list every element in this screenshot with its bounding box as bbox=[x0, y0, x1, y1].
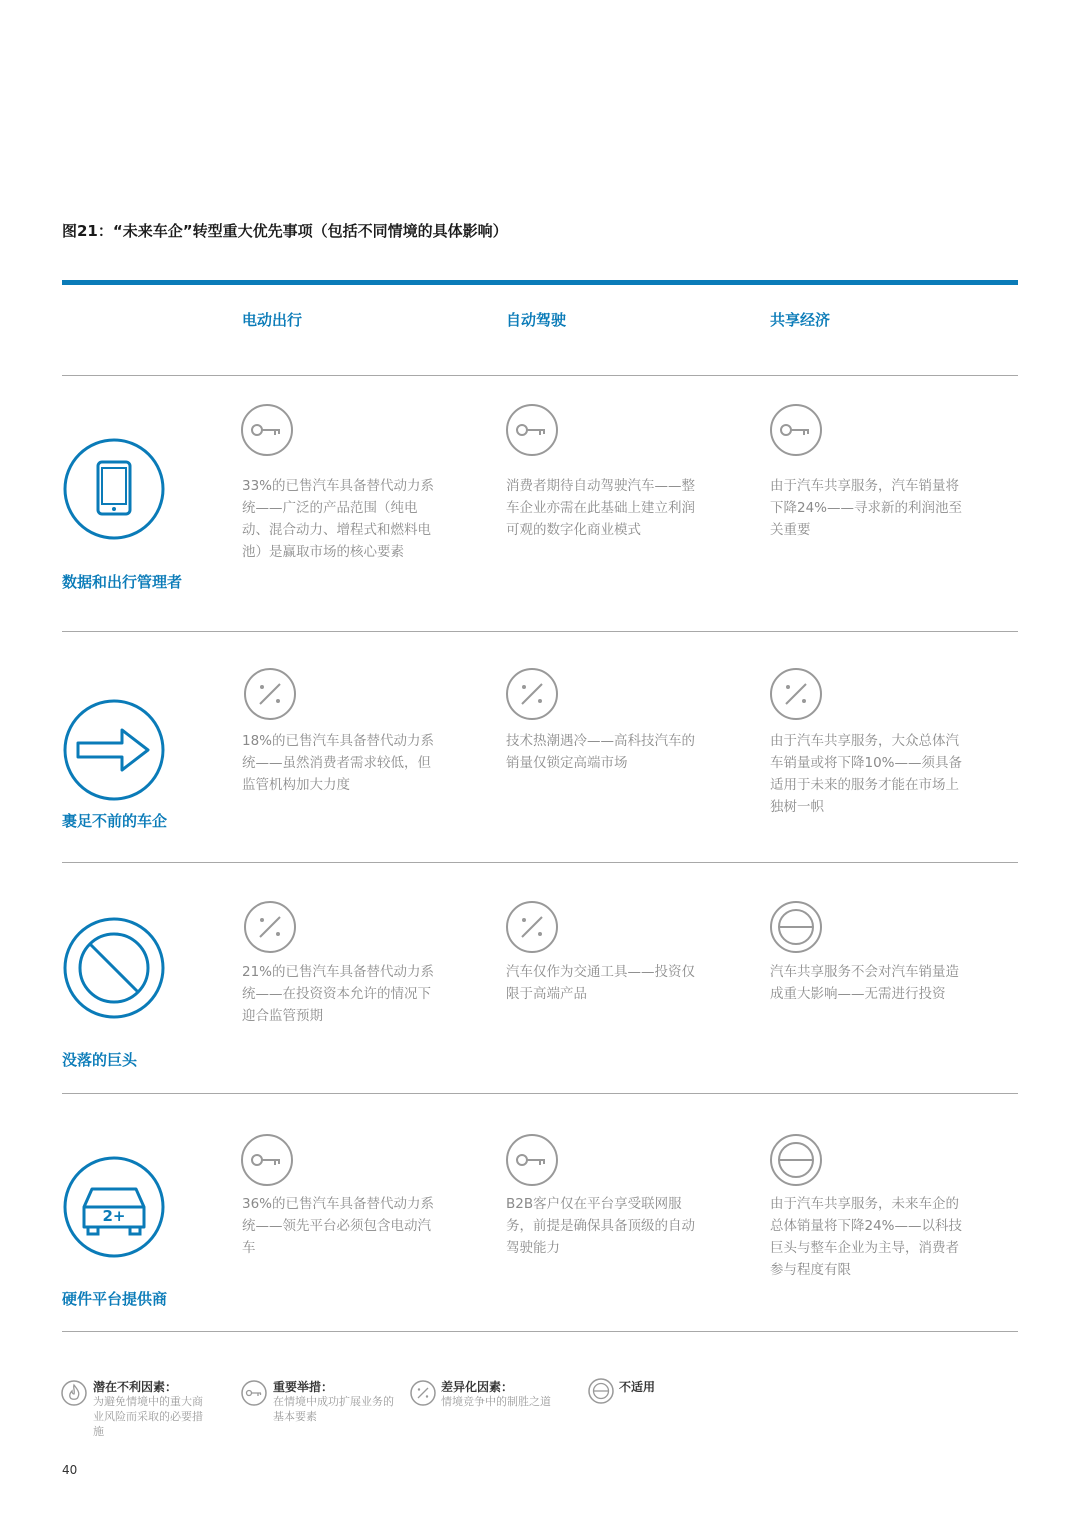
legend-title-key-action: 重要举措： bbox=[273, 1380, 334, 1394]
flame-icon bbox=[61, 1380, 87, 1406]
cell-text: 汽车共享服务不会对汽车销量造成重大影响——无需进行投资 bbox=[770, 964, 959, 1002]
row-divider bbox=[62, 631, 1018, 632]
cell-text: 汽车仅作为交通工具——投资仅限于高端产品 bbox=[506, 964, 695, 1002]
key-icon bbox=[505, 403, 559, 457]
legend-desc-key-action: 在情境中成功扩展业务的基本要素 bbox=[273, 1395, 394, 1423]
row-label-declining-giant: 没落的巨头 bbox=[62, 1051, 138, 1069]
key-icon bbox=[241, 1380, 267, 1406]
column-header-electric: 电动出行 bbox=[242, 311, 303, 329]
header-divider bbox=[62, 280, 1018, 285]
row-divider bbox=[62, 862, 1018, 863]
cell-text: 由于汽车共享服务，未来车企的总体销量将下降24%——以科技巨头与整车企业为主导，消费者参与程度有限 bbox=[770, 1196, 963, 1278]
not-applicable-icon bbox=[769, 1133, 823, 1187]
row-divider bbox=[62, 1093, 1018, 1094]
key-icon bbox=[240, 403, 294, 457]
row-label-data-mobility-manager: 数据和出行管理者 bbox=[62, 573, 183, 591]
row-label-hardware-platform-provider: 硬件平台提供商 bbox=[62, 1290, 168, 1308]
key-icon bbox=[240, 1133, 294, 1187]
cell-text: 33%的已售汽车具备替代动力系统——广泛的产品范围（纯电动、混合动力、增程式和燃料电池）是赢取市场的核心要素 bbox=[242, 478, 435, 560]
legend-desc-differentiator: 情境竞争中的制胜之道 bbox=[441, 1395, 551, 1408]
not-applicable-icon bbox=[769, 900, 823, 954]
smartphone-icon bbox=[62, 437, 166, 541]
cell-text: 36%的已售汽车具备替代动力系统——领先平台必须包含电动汽车 bbox=[242, 1196, 435, 1256]
percent-icon bbox=[410, 1380, 436, 1406]
column-header-sharing: 共享经济 bbox=[770, 311, 831, 329]
figure-title: 图21：“未来车企”转型重大优先事项（包括不同情境的具体影响） bbox=[62, 222, 508, 240]
page-number: 40 bbox=[62, 1463, 78, 1477]
car-icon bbox=[62, 1155, 166, 1259]
car-badge: 2+ bbox=[102, 1207, 126, 1225]
percent-icon bbox=[243, 900, 297, 954]
row-divider bbox=[62, 1331, 1018, 1332]
key-icon bbox=[769, 403, 823, 457]
arrow-right-icon bbox=[62, 698, 166, 802]
key-icon bbox=[505, 1133, 559, 1187]
prohibited-icon bbox=[62, 916, 166, 1020]
legend-title-not-applicable: 不适用 bbox=[619, 1380, 656, 1394]
row-label-stagnant-automaker: 裹足不前的车企 bbox=[62, 812, 168, 830]
percent-icon bbox=[243, 667, 297, 721]
legend-desc-risk: 为避免情境中的重大商业风险而采取的必要措施 bbox=[93, 1395, 203, 1438]
percent-icon bbox=[505, 900, 559, 954]
not-applicable-icon bbox=[588, 1378, 614, 1404]
cell-text: 技术热潮遇冷——高科技汽车的销量仅锁定高端市场 bbox=[506, 733, 695, 771]
cell-text: 消费者期待自动驾驶汽车——整车企业亦需在此基础上建立利润可观的数字化商业模式 bbox=[506, 478, 695, 538]
cell-text: 由于汽车共享服务，大众总体汽车销量或将下降10%——须具备适用于未来的服务才能在市场上独树一帜 bbox=[770, 733, 963, 815]
cell-text: 18%的已售汽车具备替代动力系统——虽然消费者需求较低，但监管机构加大力度 bbox=[242, 733, 435, 793]
cell-text: 21%的已售汽车具备替代动力系统——在投资资本允许的情况下迎合监管预期 bbox=[242, 964, 435, 1024]
legend-title-differentiator: 差异化因素： bbox=[441, 1380, 514, 1394]
percent-icon bbox=[505, 667, 559, 721]
percent-icon bbox=[769, 667, 823, 721]
row-divider bbox=[62, 375, 1018, 376]
cell-text: B2B客户仅在平台享受联网服务，前提是确保具备顶级的自动驾驶能力 bbox=[506, 1196, 695, 1256]
cell-text: 由于汽车共享服务，汽车销量将下降24%——寻求新的利润池至关重要 bbox=[770, 478, 963, 538]
column-header-autonomous: 自动驾驶 bbox=[506, 311, 567, 329]
legend-title-risk: 潜在不利因素： bbox=[93, 1380, 178, 1394]
